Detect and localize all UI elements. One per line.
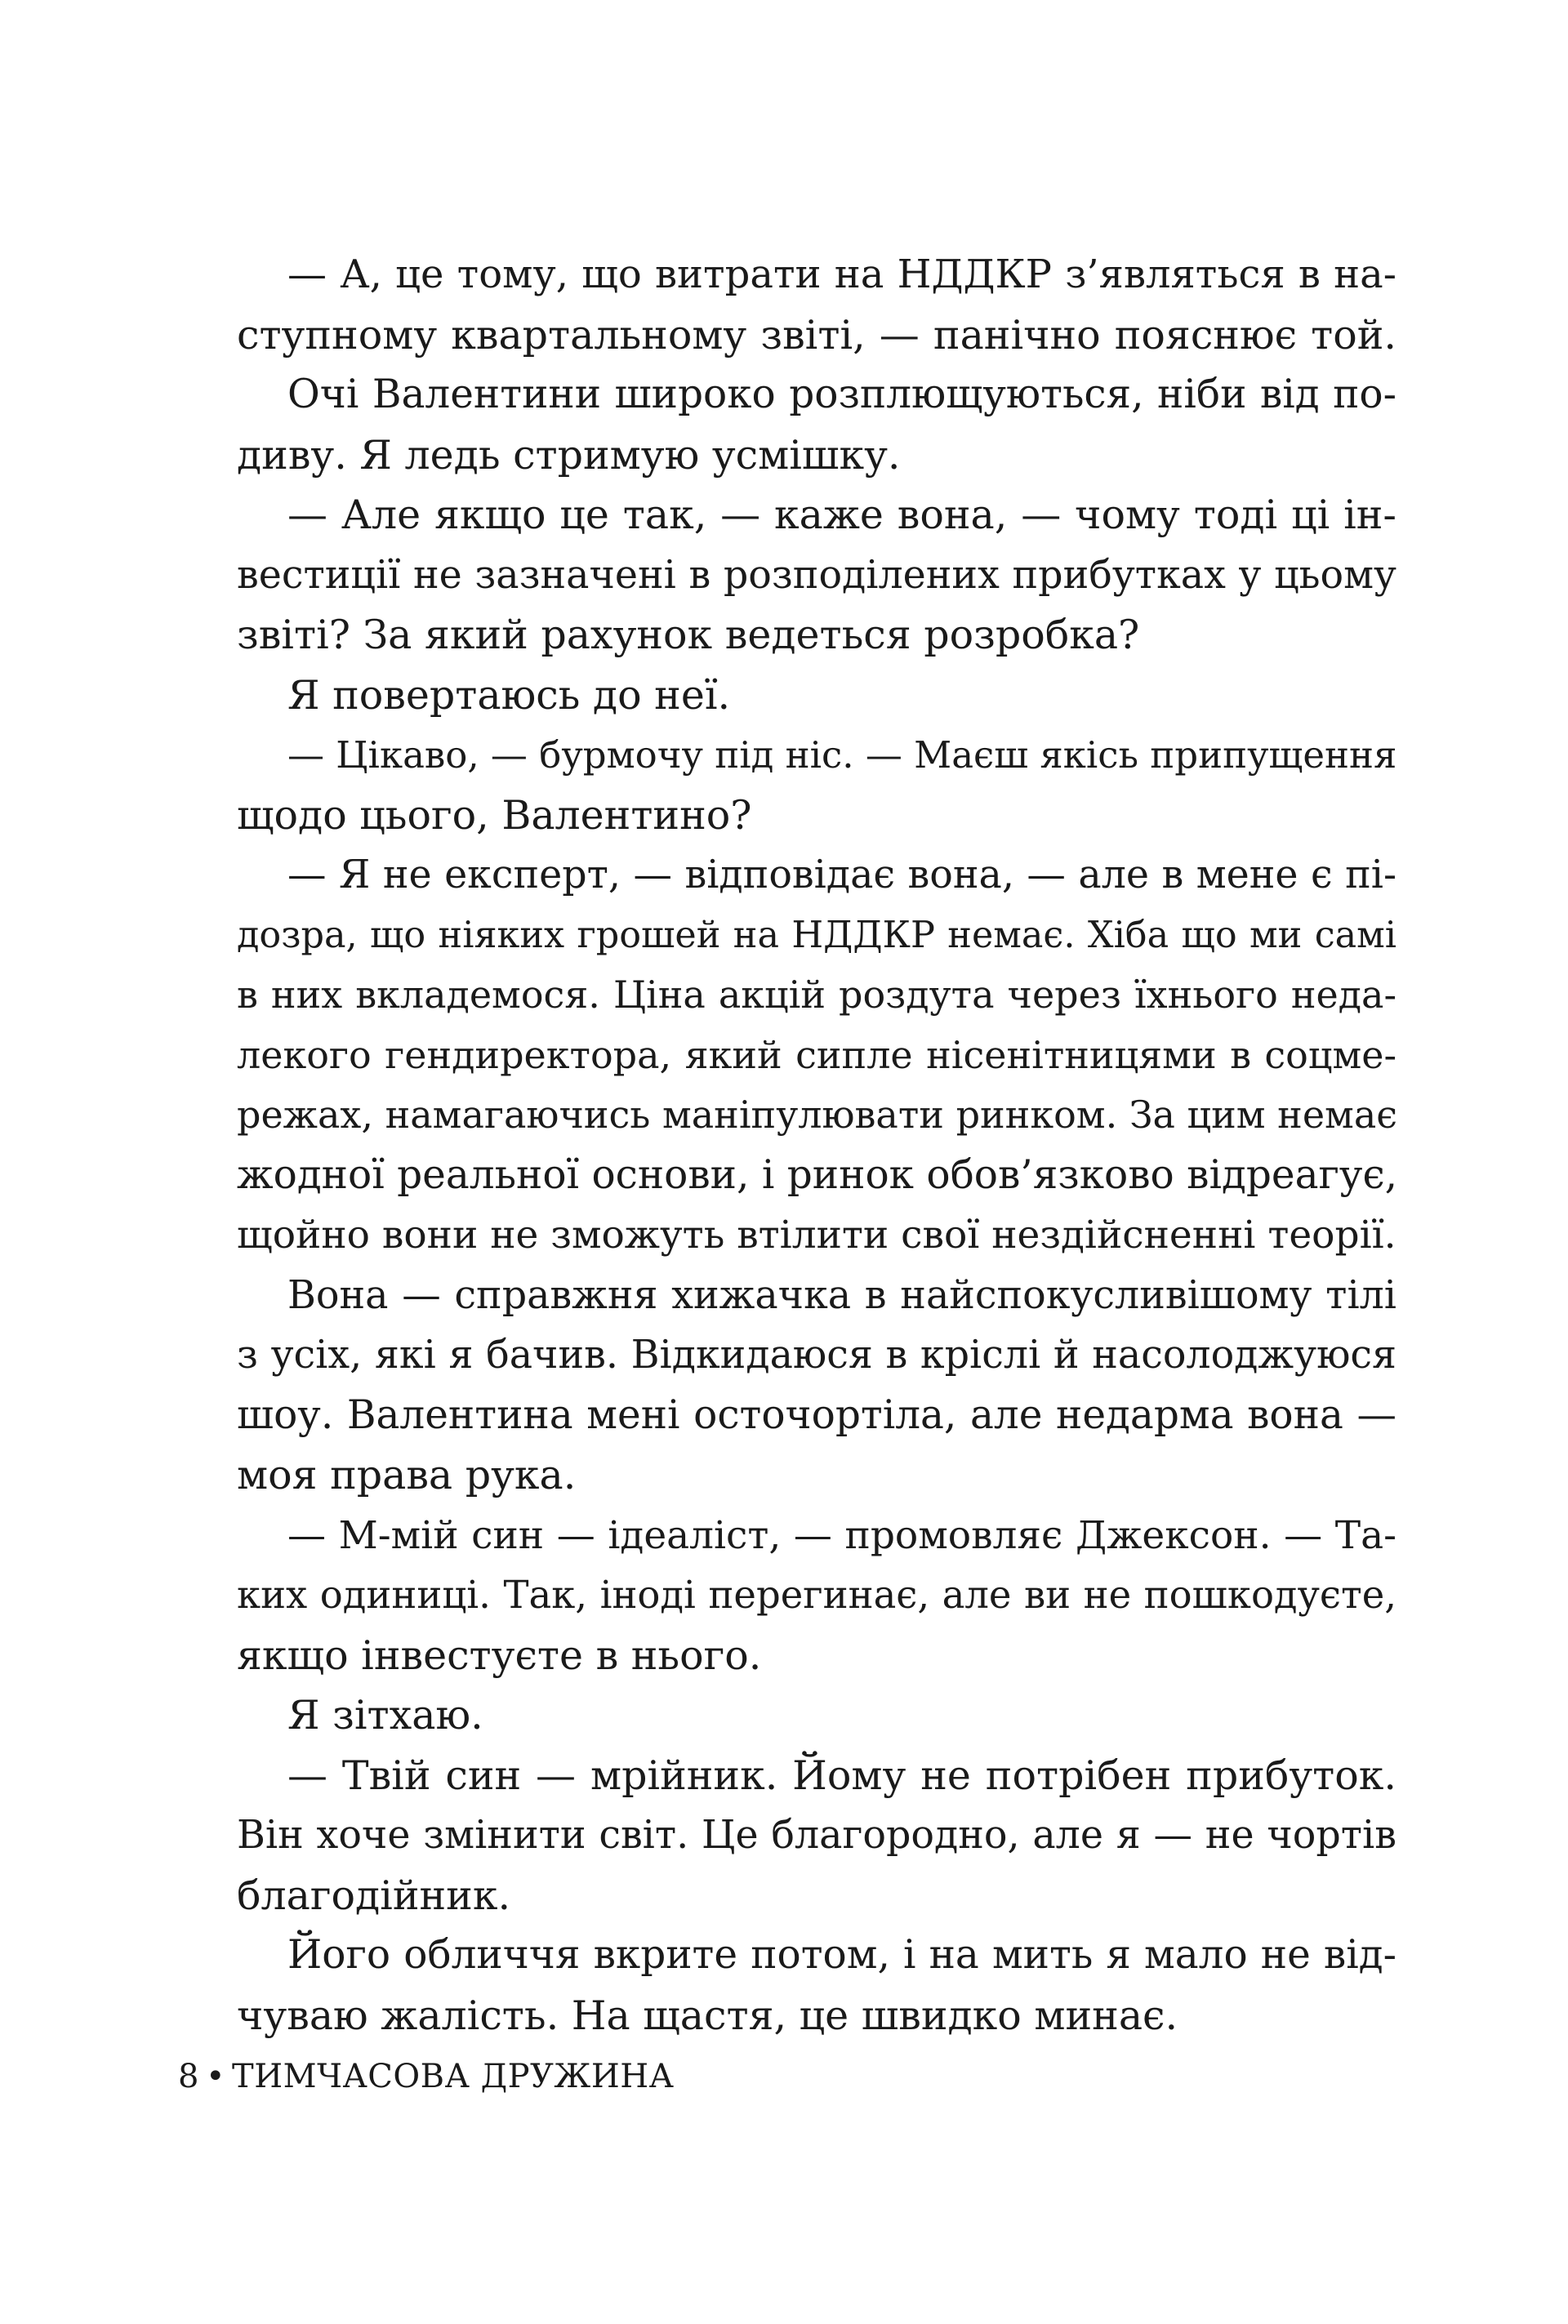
text-line: Очі Валентини широко розплющуються, ніби від по-	[287, 372, 1396, 417]
book-title: ТИМЧАСОВА ДРУЖИНА	[232, 2058, 675, 2095]
text-line: благодійник.	[237, 1872, 511, 1919]
text-line: щодо цього, Валентино?	[237, 791, 752, 839]
footer-separator: •	[205, 2058, 226, 2095]
text-line: Він хоче змінити світ. Це благородно, але я — не чортів	[237, 1813, 1396, 1858]
text-line: дозра, що ніяких грошей на НДДКР немає. Хіба що ми самі	[237, 914, 1396, 956]
text-line: Я зітхаю.	[287, 1692, 483, 1739]
text-line: в них вкладемося. Ціна акцій роздута через їхнього неда-	[237, 973, 1396, 1017]
text-line: ступному квартальному звіті, — панічно пояснює той.	[237, 311, 1396, 358]
text-line: щойно вони не зможуть втілити свої нездійсненні теорії.	[237, 1213, 1396, 1258]
text-line: якщо інвестуєте в нього.	[237, 1632, 762, 1679]
text-line: Вона — справжня хижачка в найспокусливішому тілі	[287, 1272, 1396, 1318]
text-line: — Я не експерт, — відповідає вона, — але в мене є пі-	[287, 853, 1396, 897]
text-line: Його обличчя вкрите потом, і на мить я мало не від-	[287, 1932, 1396, 1978]
page-body	[237, 245, 1396, 2046]
text-line: з усіх, які я бачив. Відкидаюся в кріслі й насолоджуюся	[237, 1333, 1396, 1378]
text-line: вестиції не зазначені в розподілених прибутках у цьому	[237, 552, 1396, 598]
text-line: чуваю жалість. На щастя, це швидко минає.	[237, 1992, 1178, 2039]
text-line: — Але якщо це так, — каже вона, — чому тоді ці ін-	[287, 492, 1396, 538]
text-line: жодної реальної основи, і ринок обов’язково відреагує,	[237, 1151, 1398, 1198]
running-footer	[178, 2058, 674, 2095]
text-line: шоу. Валентина мені осточортіла, але недарма вона —	[237, 1391, 1396, 1438]
text-line: диву. Я ледь стримую усмішку.	[237, 431, 901, 479]
text-line: — Твій син — мрійник. Йому не потрібен прибуток.	[287, 1752, 1396, 1799]
page-number: 8	[178, 2058, 199, 2095]
text-line: режах, намагаючись маніпулювати ринком. За цим немає	[237, 1093, 1398, 1137]
text-line: — Цікаво, — бурмочу під ніс. — Маєш якісь припущення	[287, 733, 1397, 777]
text-line: — А, це тому, що витрати на НДДКР з’являться в на-	[287, 252, 1396, 297]
text-line: — М-мій син — ідеаліст, — промовляє Джексон. — Та-	[287, 1512, 1396, 1558]
text-line: моя права рука.	[237, 1452, 577, 1498]
text-line: звіті? За який рахунок ведеться розробка?	[237, 612, 1140, 658]
text-line: ких одиниці. Так, іноді перегинає, але ви не пошкодуєте,	[237, 1573, 1396, 1617]
text-line: лекого гендиректора, який сипле нісенітницями в соцме-	[237, 1032, 1396, 1077]
text-line: Я повертаюсь до неї.	[287, 671, 731, 719]
